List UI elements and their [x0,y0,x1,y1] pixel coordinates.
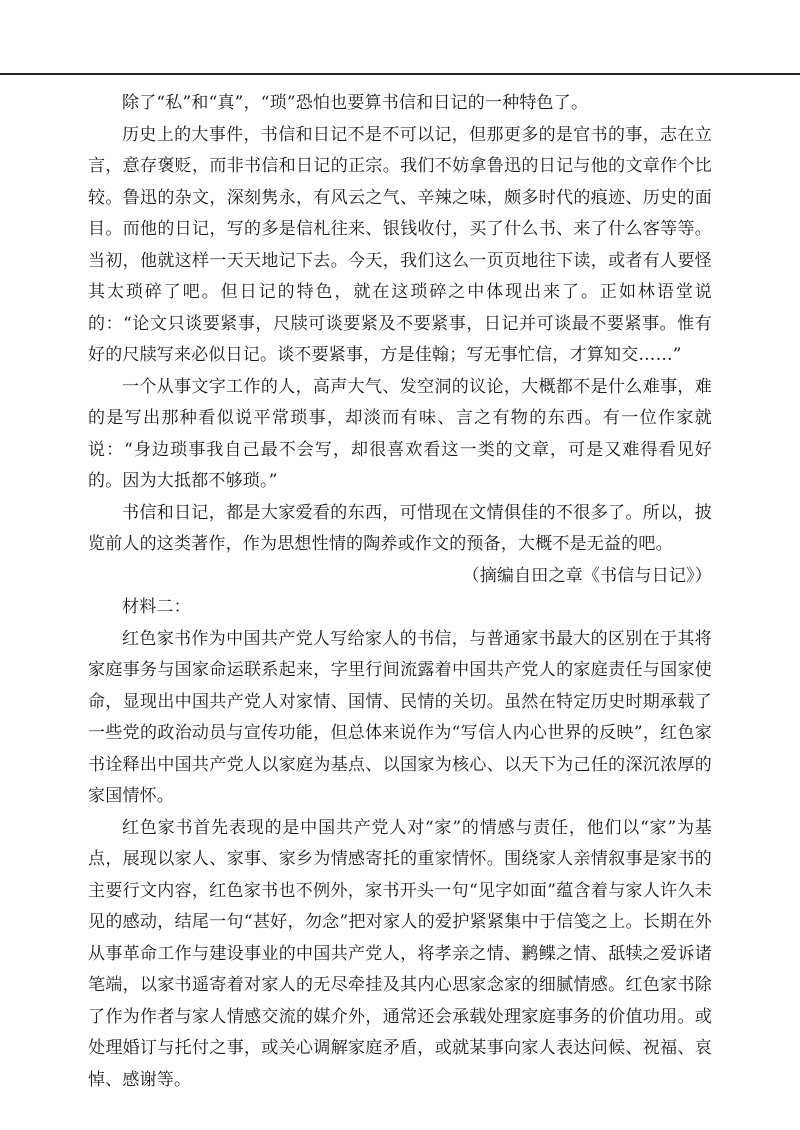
document-body [88,88,712,1096]
paragraph: 红色家书作为中国共产党人写给家人的书信，与普通家书最大的区别在于其将家庭事务与国家命运联系起来，字里行间流露着中国共产党人的家庭责任与国家使命，显现出中国共产党人对家情、国情、民情的关切。虽然在特定历史时期承载了一些党的政治动员与宣传功能，但总体来说作为“写信人内心世界的反映”，红色家书诠释出中国共产党人以家庭为基点、以国家为核心、以天下为己任的深沉浓厚的家国情怀。 [88,628,712,806]
source-citation: （摘编自田之章《书信与日记》） [462,565,712,586]
material-heading: 材料二： [122,597,191,617]
paragraph: 历史上的大事件，书信和日记不是不可以记，但那更多的是官书的事，志在立言，意存褒贬，而非书信和日记的正宗。我们不妨拿鲁迅的日记与他的文章作个比较。鲁迅的杂文，深刻隽永，有风云之气、辛辣之味，颇多时代的痕迹、历史的面目。而他的日记，写的多是信札往来、银钱收付，买了什么书、来了什么客等等。当初，他就这样一天天地记下去。今天，我们这么一页页地往下读，或者有人要怪其太琐碎了吧。但日记的特色，就在这琐碎之中体现出来了。正如林语堂说的：“论文只谈要紧事，尺牍可谈要紧及不要紧事，日记并可谈最不要紧事。惟有好的尺牍写来必似日记。谈不要紧事，方是佳翰；写无事忙信，才算知交……” [88,124,712,365]
paragraph: 除了“私”和“真”，“琐”恐怕也要算书信和日记的一种特色了。 [122,93,589,113]
header-rule [0,73,800,75]
paragraph: 书信和日记，都是大家爱看的东西，可惜现在文情俱佳的不很多了。所以，披览前人的这类著作，作为思想性情的陶养或作文的预备，大概不是无益的吧。 [88,502,712,554]
paragraph: 红色家书首先表现的是中国共产党人对“家”的情感与责任，他们以“家”为基点，展现以家人、家事、家乡为情感寄托的重家情怀。围绕家人亲情叙事是家书的主要行文内容，红色家书也不例外，家书开头一句“见字如面”蕴含着与家人许久未见的感动，结尾一句“甚好，勿念”把对家人的爱护紧紧集中于信笺之上。长期在外从事革命工作与建设事业的中国共产党人，将孝亲之情、鹣鲽之情、舐犊之爱诉诸笔端，以家书遥寄着对家人的无尽牵挂及其内心思家念家的细腻情感。红色家书除了作为作者与家人情感交流的媒介外，通常还会承载处理家庭事务的价值功用。或处理婚订与托付之事，或关心调解家庭矛盾，或就某事向家人表达问候、祝福、哀悼、感谢等。 [88,817,712,1090]
paragraph: 一个从事文字工作的人，高声大气、发空洞的议论，大概都不是什么难事，难的是写出那种看似说平常琐事，却淡而有味、言之有物的东西。有一位作家就说：“身边琐事我自己最不会写，却很喜欢看这一类的文章，可是又难得看见好的。因为大抵都不够琐。” [88,376,712,491]
